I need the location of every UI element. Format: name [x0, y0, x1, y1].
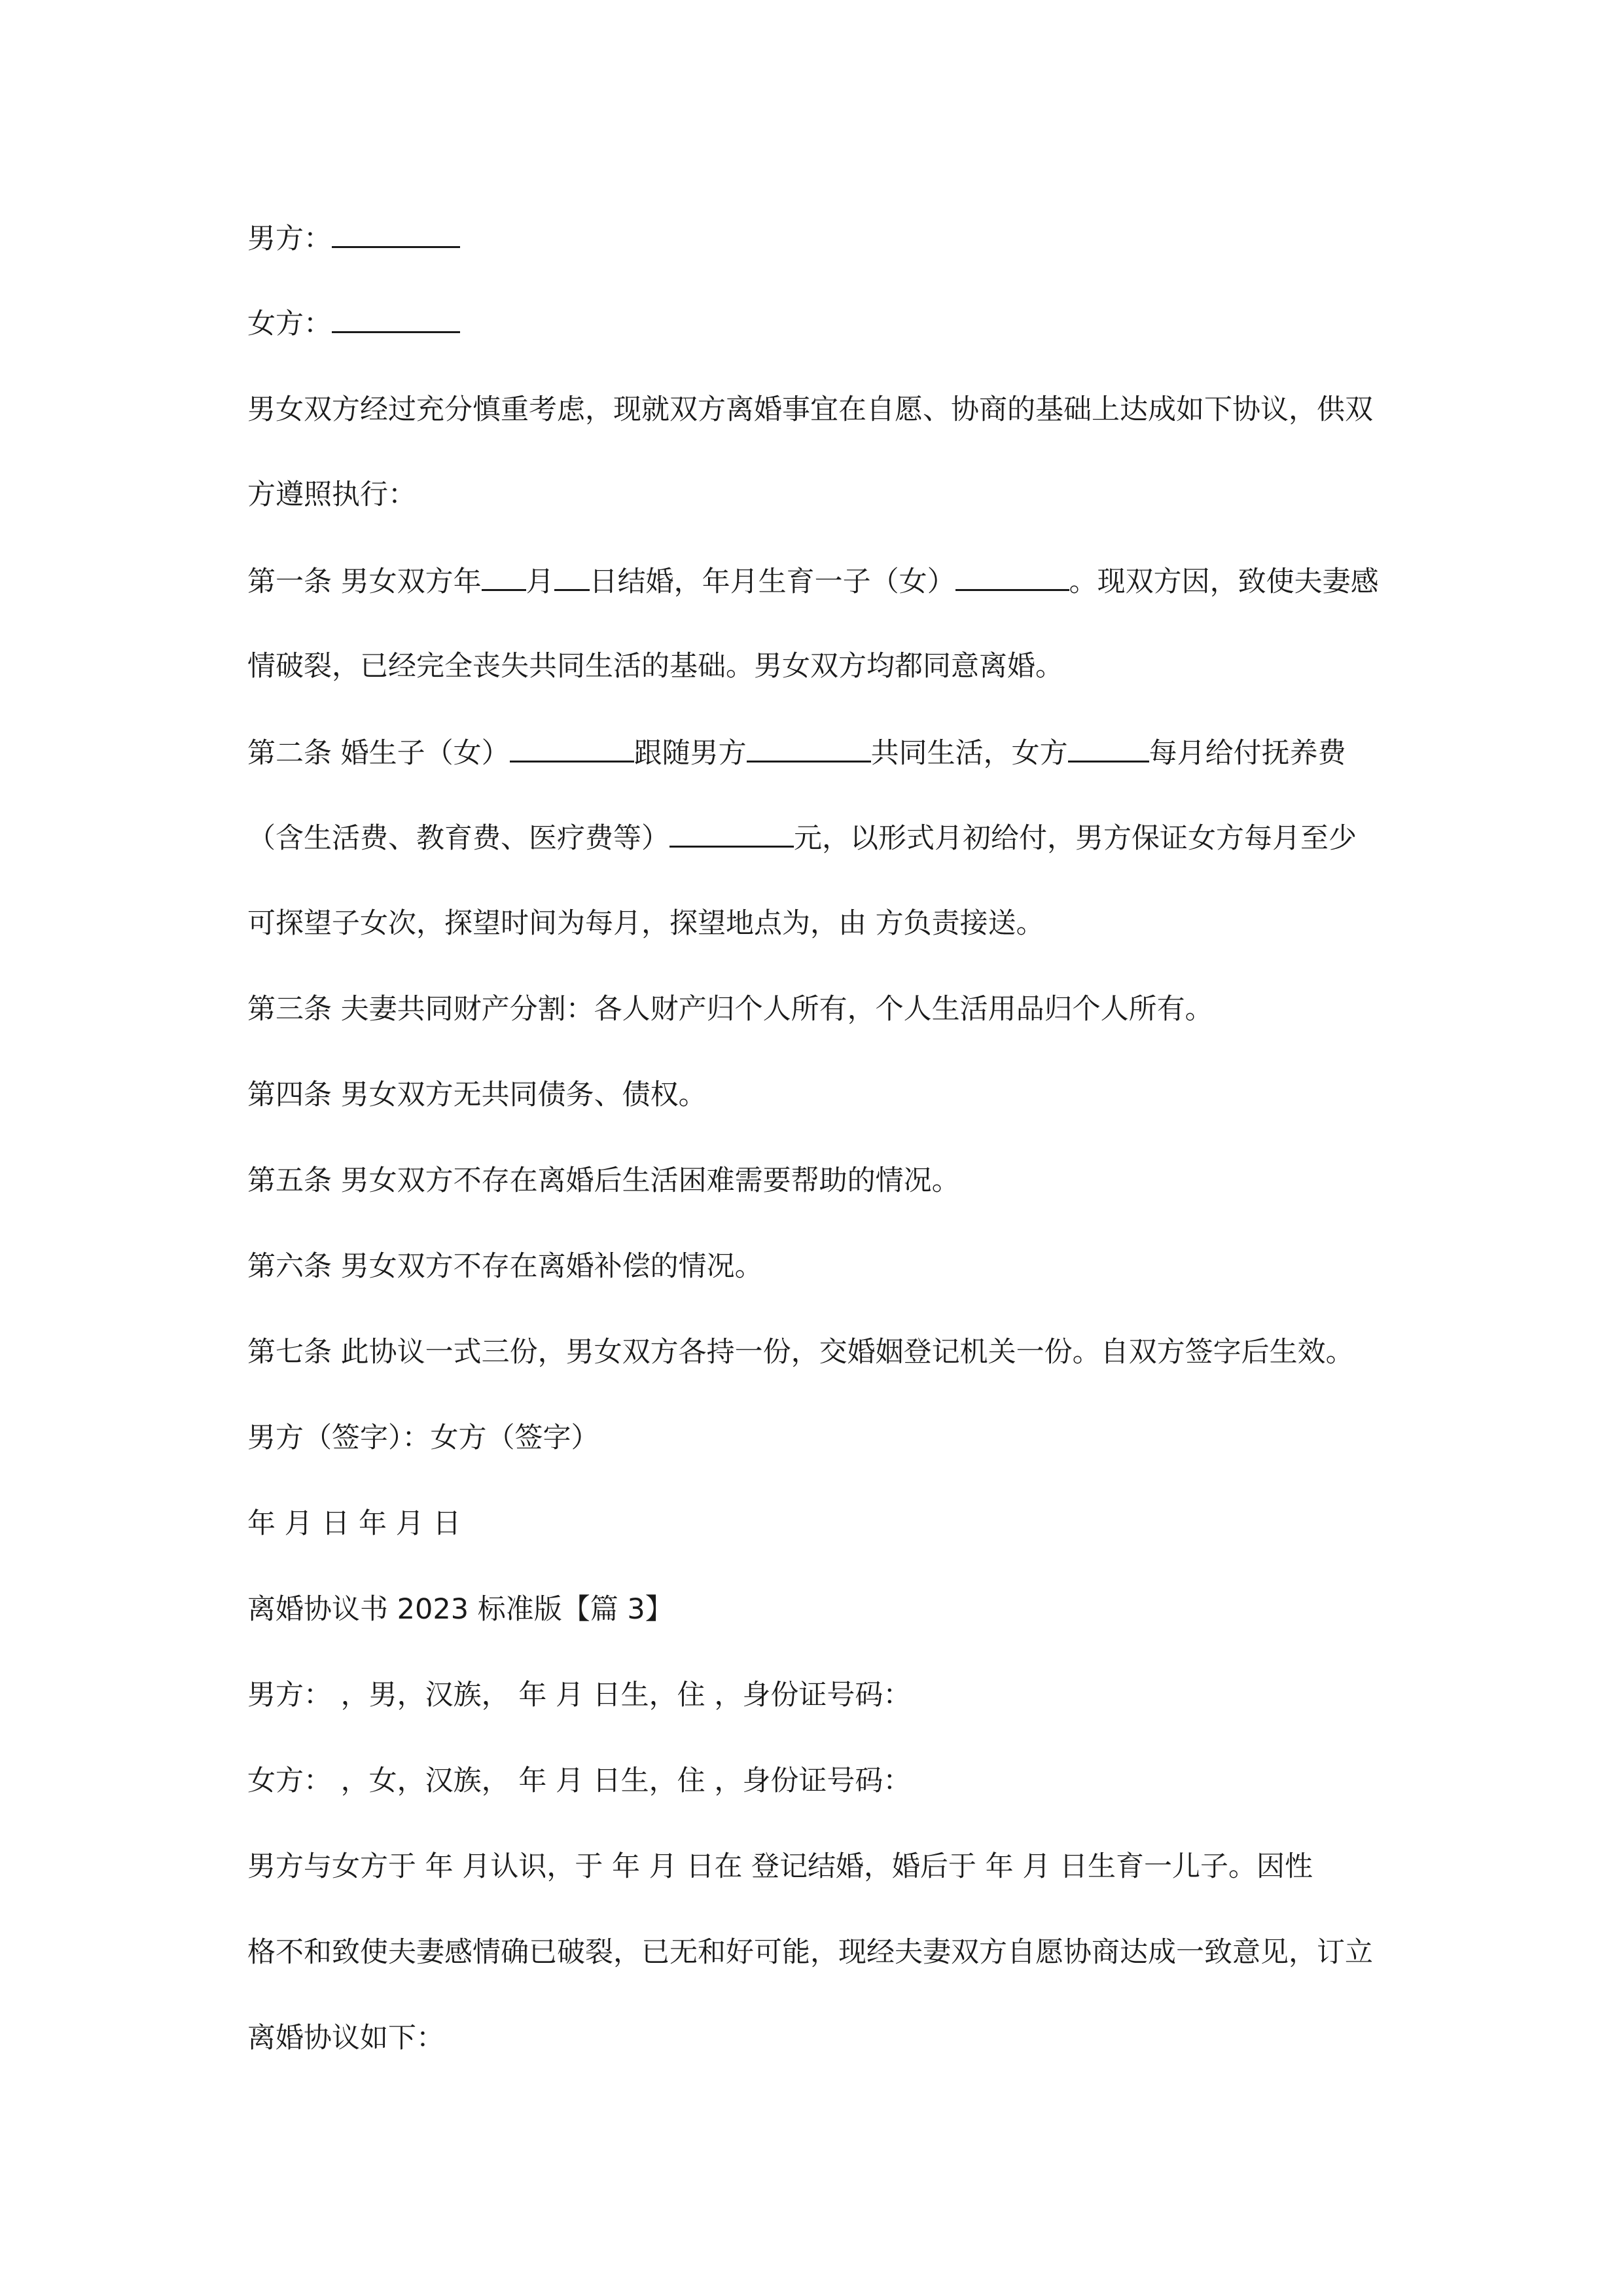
section-title: 离婚协议书 2023 标准版【篇 3】 [247, 1593, 673, 1626]
article-5: 第五条 男女双方不存在离婚后生活困难需要帮助的情况。 [247, 1164, 960, 1197]
article-2-text-f: 元，以形式月初给付，男方保证女方每月至少 [794, 822, 1357, 855]
article-4: 第四条 男女双方无共同债务、债权。 [247, 1079, 707, 1111]
female-name-blank [332, 304, 460, 333]
child-name-blank [955, 562, 1069, 591]
article-1-line-2: 情破裂，已经完全丧失共同生活的基础。男女双方均都同意离婚。 [247, 650, 1063, 683]
article-2-line-2 [247, 818, 1399, 858]
section-3-body-line-1: 男方与女方于 年 月认识，于 年 月 日在 登记结婚，婚后于 年 月 日生育一儿子。因性 [247, 1850, 1313, 1883]
section-3-female-info: 女方： ，女，汉族， 年 月 日生，住 ，身份证号码： [247, 1765, 912, 1797]
article-7: 第七条 此协议一式三份，男女双方各持一份，交婚姻登记机关一份。自双方签字后生效。 [247, 1336, 1354, 1369]
male-party-label: 男方： [247, 223, 332, 255]
intro-paragraph-line-1: 男女双方经过充分慎重考虑，现就双方离婚事宜在自愿、协商的基础上达成如下协议，供双 [247, 393, 1373, 426]
article-2-line-1 [247, 733, 1399, 773]
article-1-line-1 [247, 562, 1399, 601]
female-party-label: 女方： [247, 308, 332, 340]
article-1-text-d: 。现双方因，致使夫妻感 [1069, 565, 1379, 598]
article-3: 第三条 夫妻共同财产分割：各人财产归个人所有，个人生活用品归个人所有。 [247, 993, 1213, 1026]
section-3-body-line-2: 格不和致使夫妻感情确已破裂，已无和好可能，现经夫妻双方自愿协商达成一致意见，订立 [247, 1936, 1373, 1969]
section-3-body-line-3: 离婚协议如下： [247, 2022, 444, 2054]
article-1-text-a: 第一条 男女双方年 [247, 565, 482, 598]
article-2-line-3: 可探望子女次，探望时间为每月，探望地点为，由 方负责接送。 [247, 907, 1044, 940]
article-2-text-b: 跟随男方 [633, 737, 747, 770]
article-2-text-a: 第二条 婚生子（女） [247, 737, 510, 770]
article-2-text-d: 每月给付抚养费 [1149, 737, 1346, 770]
article-1-text-b: 月 [526, 565, 554, 598]
child-blank [510, 733, 634, 762]
article-1-text-c: 日结婚，年月生育一子（女） [589, 565, 955, 598]
article-2-text-e: （含生活费、教育费、医疗费等） [247, 822, 669, 855]
male-party-line [247, 219, 1399, 259]
month-blank [482, 562, 526, 591]
day-blank [554, 562, 590, 591]
section-3-male-info: 男方： ，男，汉族， 年 月 日生，住 ，身份证号码： [247, 1679, 912, 1712]
amount-blank [669, 818, 794, 848]
female-party-line [247, 304, 1399, 344]
date-line: 年 月 日 年 月 日 [247, 1507, 461, 1540]
article-6: 第六条 男女双方不存在离婚补偿的情况。 [247, 1250, 763, 1283]
male-blank [747, 733, 871, 762]
male-name-blank [332, 219, 460, 248]
article-2-text-c: 共同生活，女方 [870, 737, 1068, 770]
female-blank [1068, 733, 1149, 762]
signature-line: 男方（签字）：女方（签字） [247, 1422, 599, 1454]
intro-paragraph-line-2: 方遵照执行： [247, 478, 416, 511]
